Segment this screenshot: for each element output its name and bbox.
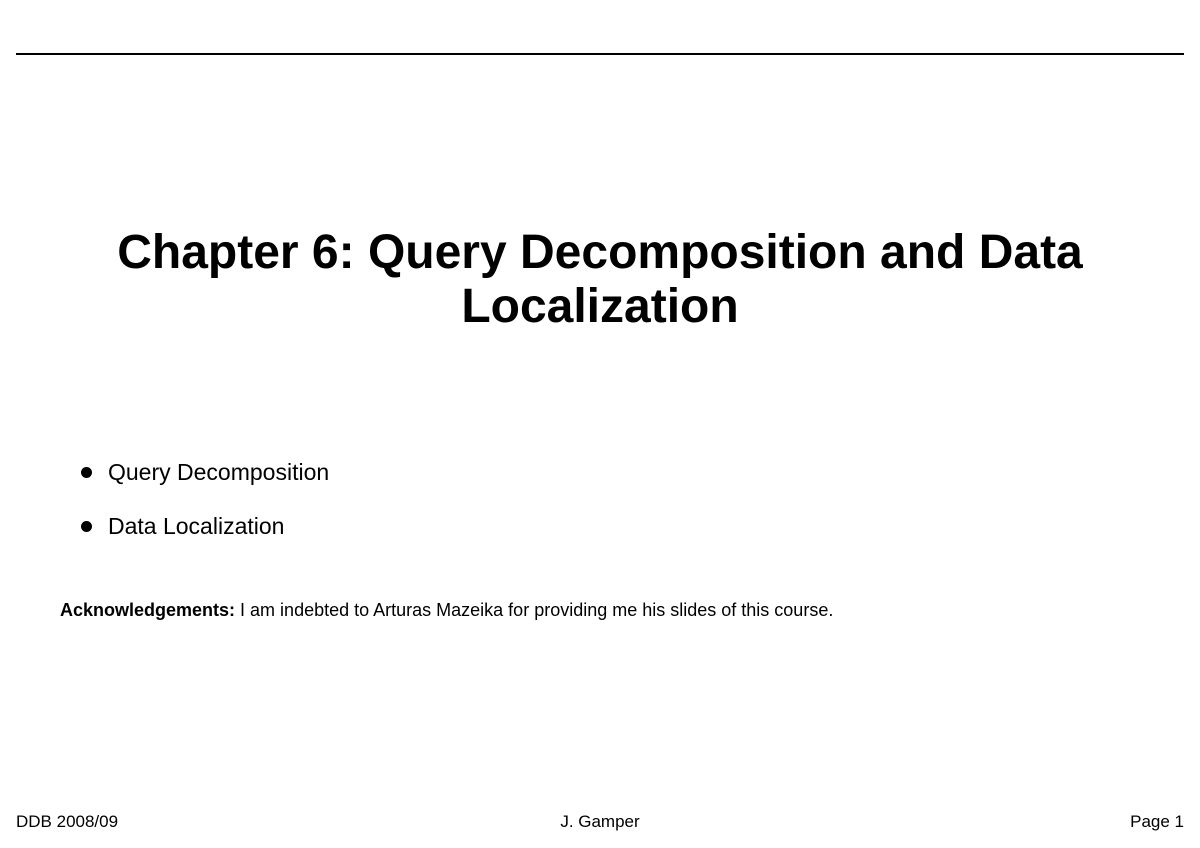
list-item bbox=[76, 512, 329, 540]
header-rule bbox=[16, 53, 1184, 55]
footer-page-number: Page 1 bbox=[1130, 812, 1184, 831]
bullet-list bbox=[76, 458, 329, 566]
footer-author: J. Gamper bbox=[560, 812, 640, 831]
acknowledgement-text: I am indebted to Arturas Mazeika for providing me his slides of this course. bbox=[235, 600, 834, 620]
acknowledgement-label: Acknowledgements: bbox=[60, 600, 236, 620]
footer-course: DDB 2008/09 bbox=[16, 812, 119, 831]
slide-title bbox=[0, 226, 1200, 334]
list-item bbox=[76, 458, 329, 486]
slide-title-line-1: Chapter 6: Query Decomposition and Data bbox=[117, 226, 1083, 279]
bullet-icon bbox=[81, 467, 92, 478]
slide-title-line-2: Localization bbox=[461, 280, 739, 333]
list-item-label: Data Localization bbox=[108, 513, 285, 539]
list-item-label: Query Decomposition bbox=[108, 459, 330, 485]
bullet-icon bbox=[81, 521, 92, 532]
acknowledgement bbox=[60, 599, 833, 621]
